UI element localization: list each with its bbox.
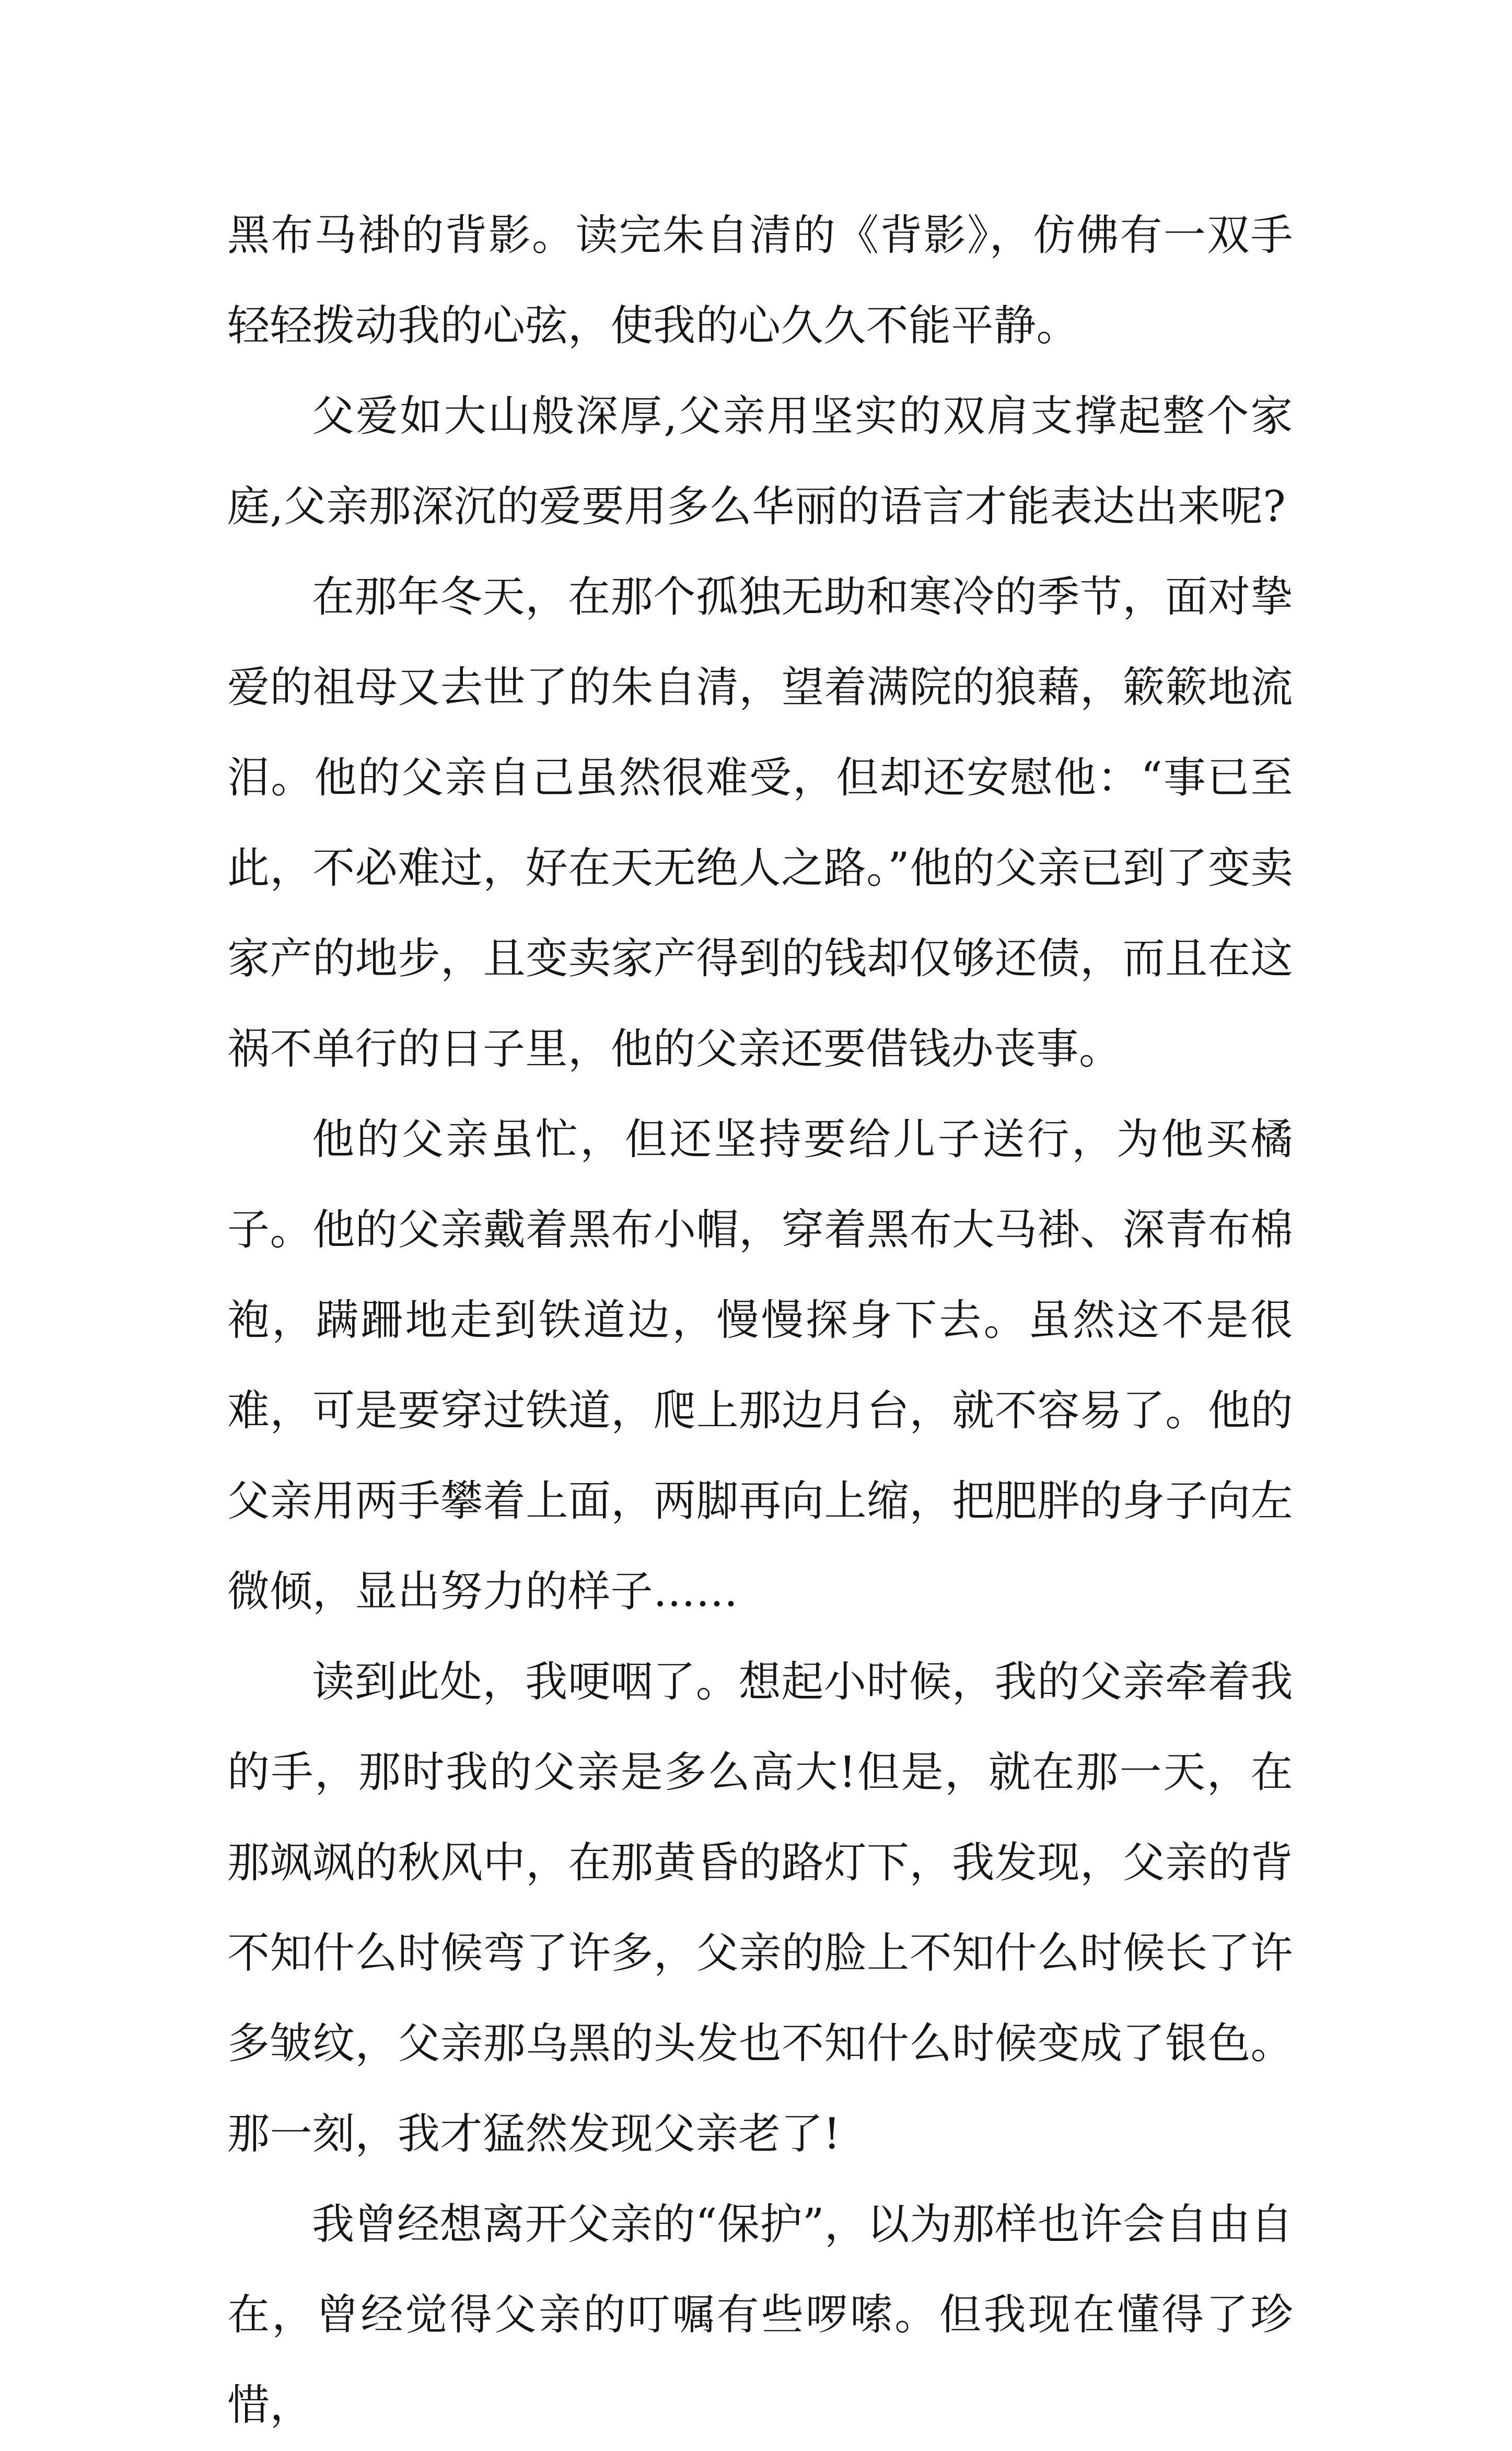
paragraph-2: 父爱如大山般深厚,父亲用坚实的双肩支撑起整个家庭,父亲那深沉的爱要用多么华丽的语言才能表达出来呢? (227, 392, 1293, 531)
paragraph-1: 黑布马褂的背影。读完朱自清的《背影》，仿佛有一双手轻轻拨动我的心弦，使我的心久久不能平静。 (227, 211, 1293, 351)
paragraph-6: 我曾经想离开父亲的“保护”，以为那样也许会自由自在，曾经觉得父亲的叮嘱有些啰嗦。但我现在懂得了珍惜， (227, 2200, 1293, 2430)
paragraph-5: 读到此处，我哽咽了。想起小时候，我的父亲牵着我的手，那时我的父亲是多么高大!但是，就在那一天，在那飒飒的秋风中，在那黄昏的路灯下，我发现，父亲的背不知什么时候弯了许多，父亲的脸上不知什么时候长了许多皱纹，父亲那乌黑的头发也不知什么时候变成了银色。那一刻，我才猛然发现父亲老了! (227, 1658, 1293, 2159)
paragraph-3: 在那年冬天，在那个孤独无助和寒冷的季节，面对挚爱的祖母又去世了的朱自清，望着满院的狼藉，簌簌地流泪。他的父亲自己虽然很难受，但却还安慰他：“事已至此，不必难过，好在天无绝人之路。”他的父亲已到了变卖家产的地步，且变卖家产得到的钱却仅够还债，而且在这祸不单行的日子里，他的父亲还要借钱办丧事。 (227, 573, 1293, 1074)
body-text (227, 191, 1293, 2451)
paragraph-4: 他的父亲虽忙，但还坚持要给儿子送行，为他买橘子。他的父亲戴着黑布小帽，穿着黑布大马褂、深青布棉袍，蹒跚地走到铁道边，慢慢探身下去。虽然这不是很难，可是要穿过铁道，爬上那边月台，就不容易了。他的父亲用两手攀着上面，两脚再向上缩，把肥胖的身子向左微倾，显出努力的样子…… (227, 1115, 1293, 1616)
